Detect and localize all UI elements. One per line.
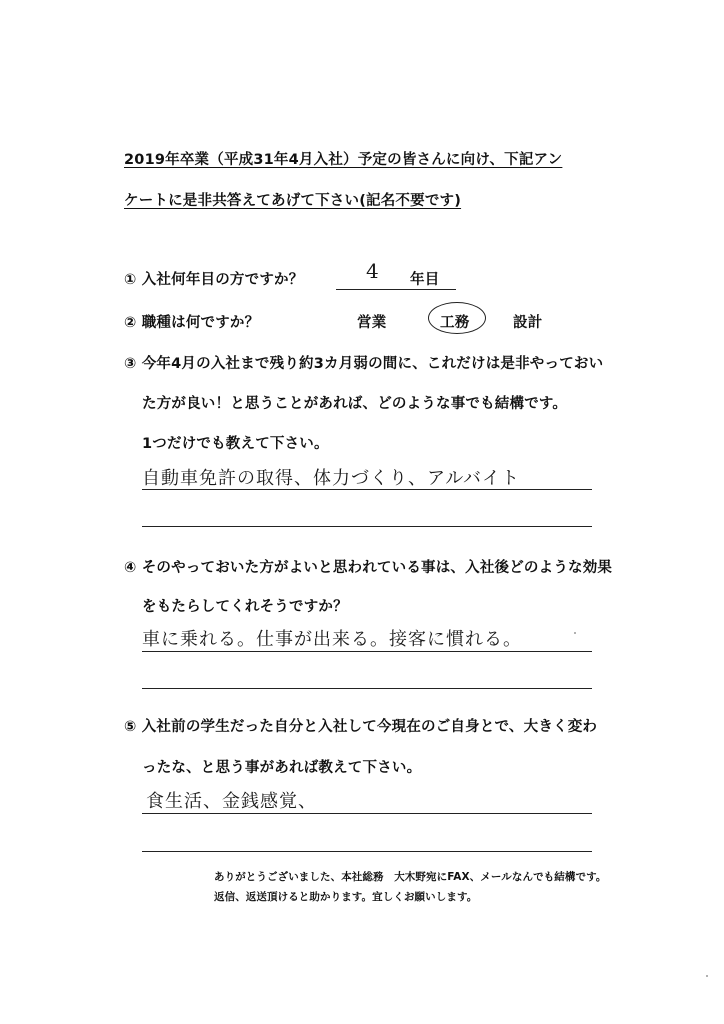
q1-answer-line xyxy=(336,289,456,290)
q1-unit: 年目 xyxy=(410,272,440,288)
intro-line-1: 2019年卒業（平成31年4月入社）予定の皆さんに向け、下記アン xyxy=(124,152,563,168)
q2-selected-circle xyxy=(428,302,486,334)
footer-line-2: 返信、返送頂けると助かります。宜しくお願いします。 xyxy=(214,891,478,903)
q2-option-design[interactable]: 設計 xyxy=(513,315,543,331)
q3-line-3: 1つだけでも教えて下さい。 xyxy=(142,436,329,452)
q5-answer-line-1 xyxy=(142,813,592,814)
intro-line-2: ケートに是非共答えてあげて下さい(記名不要です) xyxy=(124,193,462,209)
q5-line-2: ったな、と思う事があれば教えて下さい。 xyxy=(142,760,422,776)
q2-option-construction[interactable]: 工務 xyxy=(440,315,470,331)
scan-speck xyxy=(706,975,708,977)
q5-line-1: ⑤ 入社前の学生だった自分と入社して今現在のご自身とで、大きく変わ xyxy=(124,719,598,735)
q5-answer[interactable]: 食生活、金銭感覚、 xyxy=(146,791,317,812)
q2-option-sales[interactable]: 営業 xyxy=(357,315,387,331)
q4-line-2: をもたらしてくれそうですか？ xyxy=(142,599,348,615)
q3-answer-line-1 xyxy=(142,489,592,490)
q4-answer-line-2 xyxy=(142,688,592,689)
q3-answer[interactable]: 自動車免許の取得、体力づくり、アルバイト xyxy=(142,468,521,489)
q5-answer-line-2 xyxy=(142,851,592,852)
q4-answer-line-1 xyxy=(142,651,592,652)
q3-answer-line-2 xyxy=(142,526,592,527)
q4-line-1: ④ そのやっておいた方がよいと思われている事は、入社後どのような効果 xyxy=(124,560,613,576)
q1-label: ① 入社何年目の方ですか？ xyxy=(124,272,304,288)
q4-answer[interactable]: 車に乗れる。仕事が出来る。接客に慣れる。 xyxy=(142,629,522,650)
q2-label: ② 職種は何ですか？ xyxy=(124,315,260,331)
q3-line-1: ③ 今年4月の入社まで残り約3カ月弱の間に、これだけは是非やっておい xyxy=(124,356,604,372)
q1-answer[interactable]: 4 xyxy=(366,259,380,283)
q3-line-2: た方が良い！と思うことがあれば、どのような事でも結構です。 xyxy=(142,396,568,412)
footer-line-1: ありがとうございました、本社総務 大木野宛にFAX、メールなんでも結構です。 xyxy=(214,871,607,883)
scan-speck xyxy=(574,632,576,634)
